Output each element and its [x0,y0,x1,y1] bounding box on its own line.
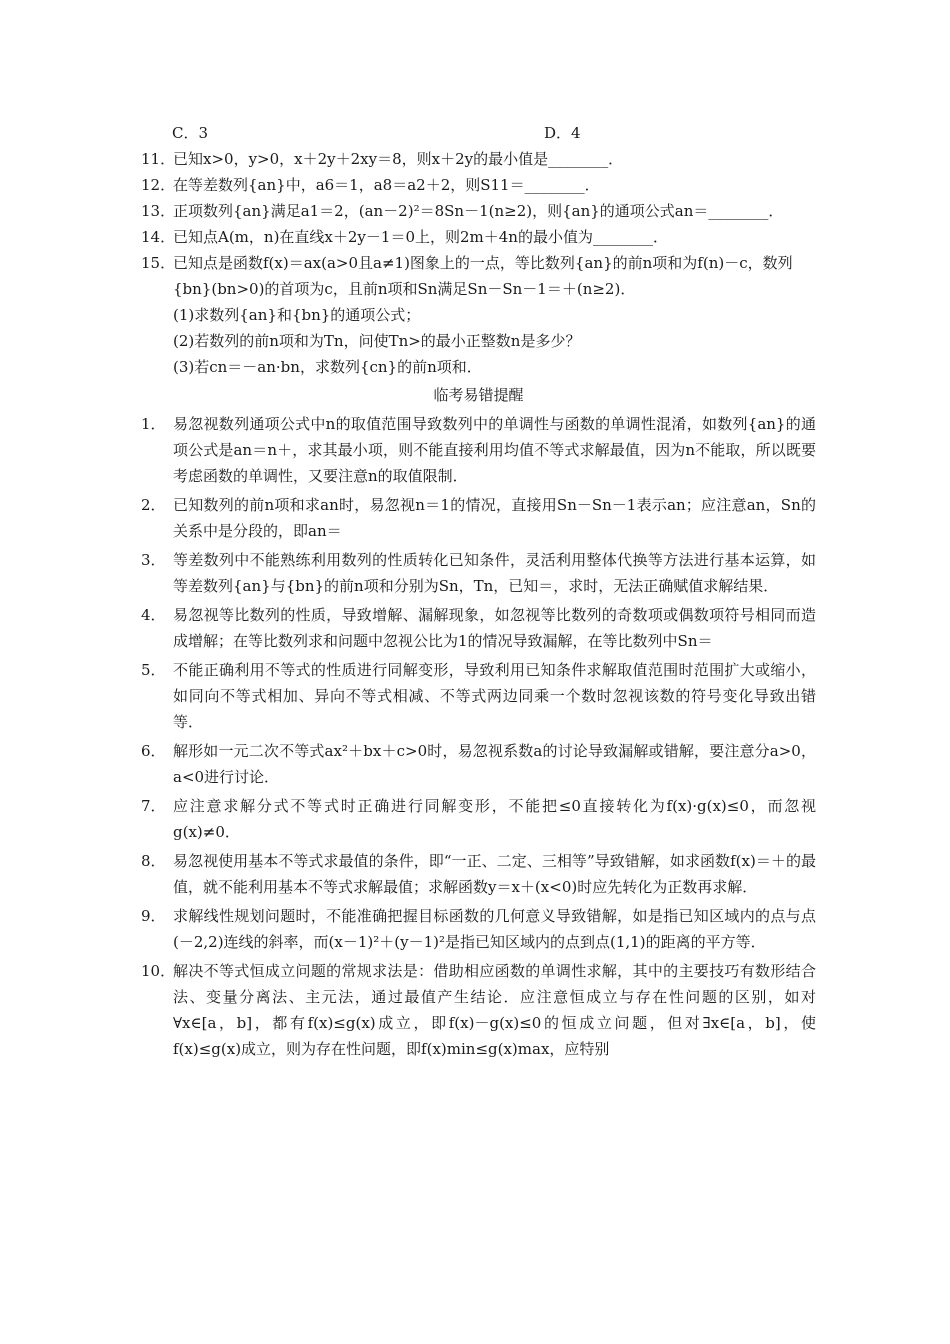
tip-number: 9． [141,907,166,925]
exercise-text: 正项数列{an}满足a1＝2，(an－2)²＝8Sn－1(n≥2)，则{an}的通项公式an＝________． [173,202,784,220]
tip-item [141,738,816,790]
tip-number: 4． [141,606,166,624]
exercise-number: 11． [141,150,176,168]
exercise-text: 已知点A(m，n)在直线x＋2y－1＝0上，则2m＋4n的最小值为________． [173,228,668,246]
q15-part-2: (2)若数列的前n项和为Tn，问使Tn>的最小正整数n是多少？ [173,332,581,350]
exercise-item [141,172,816,198]
exercise-number: 15． [141,254,176,272]
tip-number: 3． [141,551,166,569]
tip-text: 等差数列中不能熟练利用数列的性质转化已知条件，灵活利用整体代换等方法进行基本运算，如等差数列{an}与{bn}的前n项和分别为Sn，Tn，已知＝，求时，无法正确赋值求解结果． [173,551,816,595]
tip-item [141,602,816,654]
tip-text: 已知数列的前n项和求an时，易忽视n＝1的情况，直接用Sn－Sn－1表示an；应注意an，Sn的关系中是分段的，即an＝ [173,496,816,540]
tip-item [141,958,816,1062]
tip-number: 6． [141,742,166,760]
section-title: 临考易错提醒 [433,386,524,404]
tip-number: 2． [141,496,166,514]
tip-text: 解决不等式恒成立问题的常规求法是：借助相应函数的单调性求解，其中的主要技巧有数形结合法、变量分离法、主元法，通过最值产生结论．应注意恒成立与存在性问题的区别，如对∀x∈[a，b]，都有f(x)≤g(x)成立，即f(x)－g(x)≤0的恒成立问题，但对∃x∈[a，b]，使f(x)≤g(x)成立，则为存在性问题，即f(x)min≤g(x)max，应特别 [173,962,816,1058]
tip-text: 易忽视数列通项公式中n的取值范围导致数列中的单调性与函数的单调性混淆，如数列{an}的通项公式是an＝n＋，求其最小项，则不能直接利用均值不等式求解最值，因为n不能取，所以既要考虑函数的单调性，又要注意n的取值限制． [173,415,816,485]
tip-text: 解形如一元二次不等式ax²＋bx＋c>0时，易忽视系数a的讨论导致漏解或错解，要注意分a>0，a<0进行讨论． [173,742,816,786]
tip-text: 不能正确利用不等式的性质进行同解变形，导致利用已知条件求解取值范围时范围扩大或缩小，如同向不等式相加、异向不等式相减、不等式两边同乘一个数时忽视该数的符号变化导致出错等． [173,661,816,731]
q15-part-3: (3)若cn＝－an·bn，求数列{cn}的前n项和． [173,358,482,376]
tip-number: 7． [141,797,166,815]
tip-item [141,793,816,845]
exercise-item [141,146,816,172]
tip-number: 8． [141,852,166,870]
tip-text: 易忽视等比数列的性质，导致增解、漏解现象，如忽视等比数列的奇数项或偶数项符号相同而造成增解；在等比数列求和问题中忽视公比为1的情况导致漏解，在等比数列中Sn＝ [173,606,816,650]
option-c: C．3 [172,124,209,142]
exercise-text: 在等差数列{an}中，a6＝1，a8＝a2＋2，则S11＝________． [173,176,600,194]
exercise-number: 13． [141,202,176,220]
q15-part-1: (1)求数列{an}和{bn}的通项公式； [173,306,421,324]
tip-item [141,492,816,544]
tip-number: 1． [141,415,166,433]
tip-item [141,547,816,599]
tip-text: 求解线性规划问题时，不能准确把握目标函数的几何意义导致错解，如是指已知区域内的点与点(－2,2)连线的斜率，而(x－1)²＋(y－1)²是指已知区域内的点到点(1,1)的距离的平方等． [173,907,816,951]
tip-item [141,903,816,955]
answer-options-row [172,120,732,146]
exercise-item [141,250,816,302]
option-d: D．4 [544,124,581,142]
exercise-number: 14． [141,228,176,246]
tip-text: 应注意求解分式不等式时正确进行同解变形，不能把≤0直接转化为f(x)·g(x)≤0，而忽视g(x)≠0． [173,797,816,841]
tip-item [141,657,816,735]
exercise-item [141,198,816,224]
exercise-text: 已知点是函数f(x)＝ax(a>0且a≠1)图象上的一点，等比数列{an}的前n项和为f(n)－c，数列{bn}(bn>0)的首项为c，且前n项和Sn满足Sn－Sn－1＝＋(n≥2)． [173,254,793,298]
exercise-list [141,146,816,1065]
exercise-item [141,224,816,250]
exercise-number: 12． [141,176,176,194]
tip-number: 5． [141,661,166,679]
tips-list [141,411,816,1062]
tip-number: 10． [141,962,176,980]
tip-text: 易忽视使用基本不等式求最值的条件，即“一正、二定、三相等”导致错解，如求函数f(x)＝＋的最值，就不能利用基本不等式求解最值；求解函数y＝x＋(x<0)时应先转化为正数再求解． [173,852,816,896]
tip-item [141,411,816,489]
tip-item [141,848,816,900]
exercise-text: 已知x>0，y>0，x＋2y＋2xy＝8，则x＋2y的最小值是________． [173,150,624,168]
